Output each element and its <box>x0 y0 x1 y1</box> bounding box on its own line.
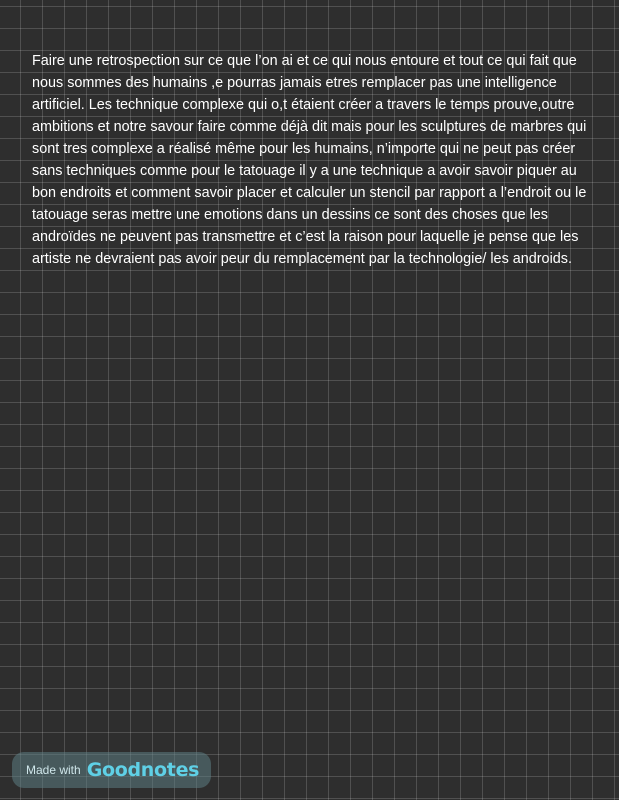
watermark-prefix-label: Made with <box>26 763 81 777</box>
goodnotes-logo-wordmark: Goodnotes <box>86 759 200 781</box>
goodnotes-watermark-badge <box>12 752 211 788</box>
note-body-text: Faire une retrospection sur ce que l’on ai et ce qui nous entoure et tout ce qui fait que nous sommes des humains ,e pourras jamais etres remplacer pas une intelligence artificiel. Les technique complexe qui o,t étaient créer a travers le temps prouve,outre ambitions et notre savour faire comme déjà dit mais pour les sculptures de marbres qui sont tres complexe a réalisé même pour les humains, n’importe qui ne peut pas créer sans techniques comme pour le tatouage il y a une technique a avoir savoir piquer au bon endroits et comment savoir placer et calculer un stencil par rapport a l’endroit ou le tatouage seras mettre une emotions dans un dessins ce sont des choses que les androïdes ne peuvent pas transmettre et c’est la raison pour laquelle je pense que les artiste ne devraient pas avoir peur du remplacement par la technologie/ les androids. <box>32 53 587 267</box>
